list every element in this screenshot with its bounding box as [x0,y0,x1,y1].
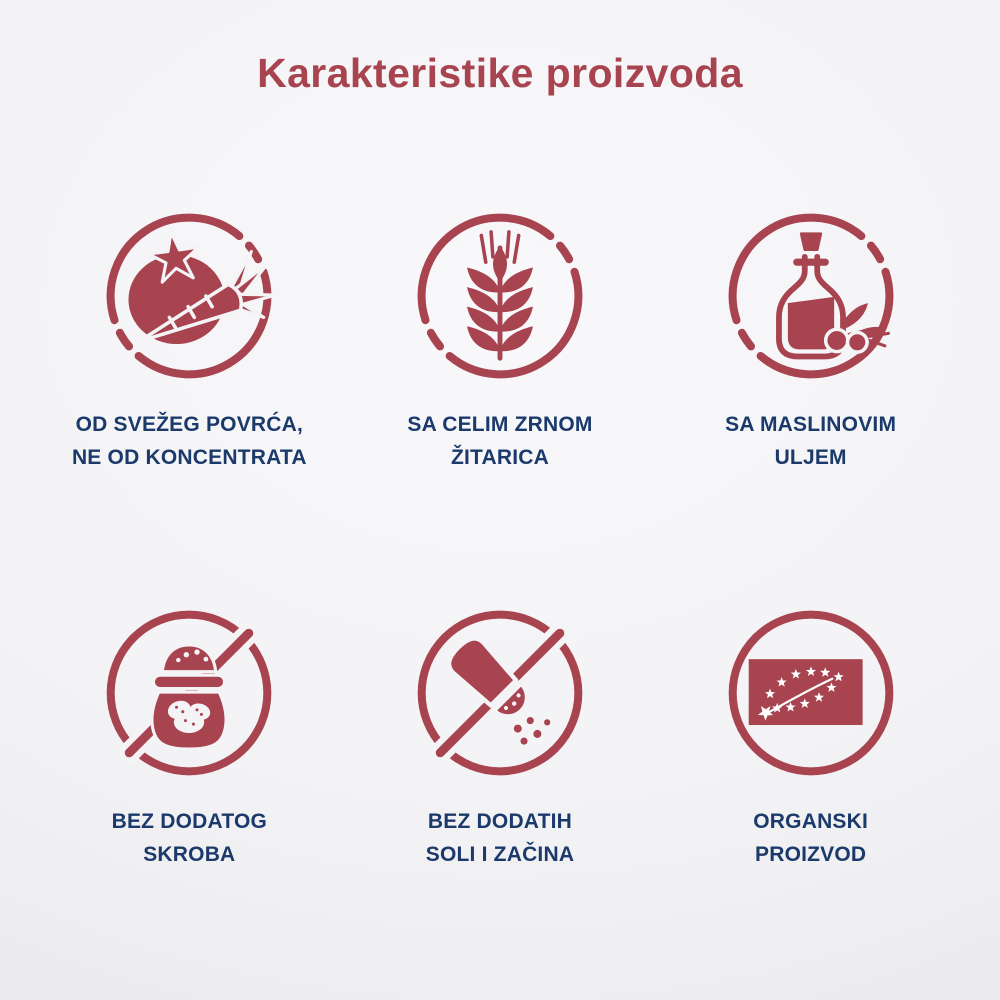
no-starch-sack-icon [100,604,278,782]
feature-label-line2: ŽITARICA [450,445,549,469]
feature-label-line1: BEZ DODATIH [427,810,573,834]
feature-label [112,806,267,871]
feature-label-line2: ULJEM [774,445,847,469]
feature-label-line2: NE OD KONCENTRATA [71,445,307,469]
feature-label-line1: SA CELIM ZRNOM [407,413,593,436]
feature-olive-oil [655,207,966,474]
feature-label-line2: SKROBA [143,842,236,866]
feature-label [725,409,896,474]
feature-label-line1: OD SVEŽEG POVRĆA, [75,413,304,436]
features-grid [34,207,966,871]
page-title: Karakteristike proizvoda [257,50,743,96]
feature-label [753,806,868,871]
feature-label-line1: ORGANSKI [753,810,869,834]
feature-whole-grain [345,207,656,474]
feature-organic [655,604,966,871]
eu-organic-leaf-icon [722,604,900,782]
feature-label-line2: PROIZVOD [755,842,867,866]
feature-label-line1: BEZ DODATOG [111,810,268,834]
feature-no-salt [345,604,656,871]
no-salt-shaker-icon [411,604,589,782]
olive-oil-bottle-icon [722,207,900,385]
feature-label-line2: SOLI I ZAČINA [425,842,575,866]
feature-fresh-vegetables [34,207,345,474]
feature-label [426,806,574,871]
feature-no-starch [34,604,345,871]
feature-label-line1: SA MASLINOVIM [725,413,897,436]
wheat-ear-icon [411,207,589,385]
feature-label [72,409,307,474]
tomato-carrot-icon [100,207,278,385]
feature-label [407,409,592,474]
